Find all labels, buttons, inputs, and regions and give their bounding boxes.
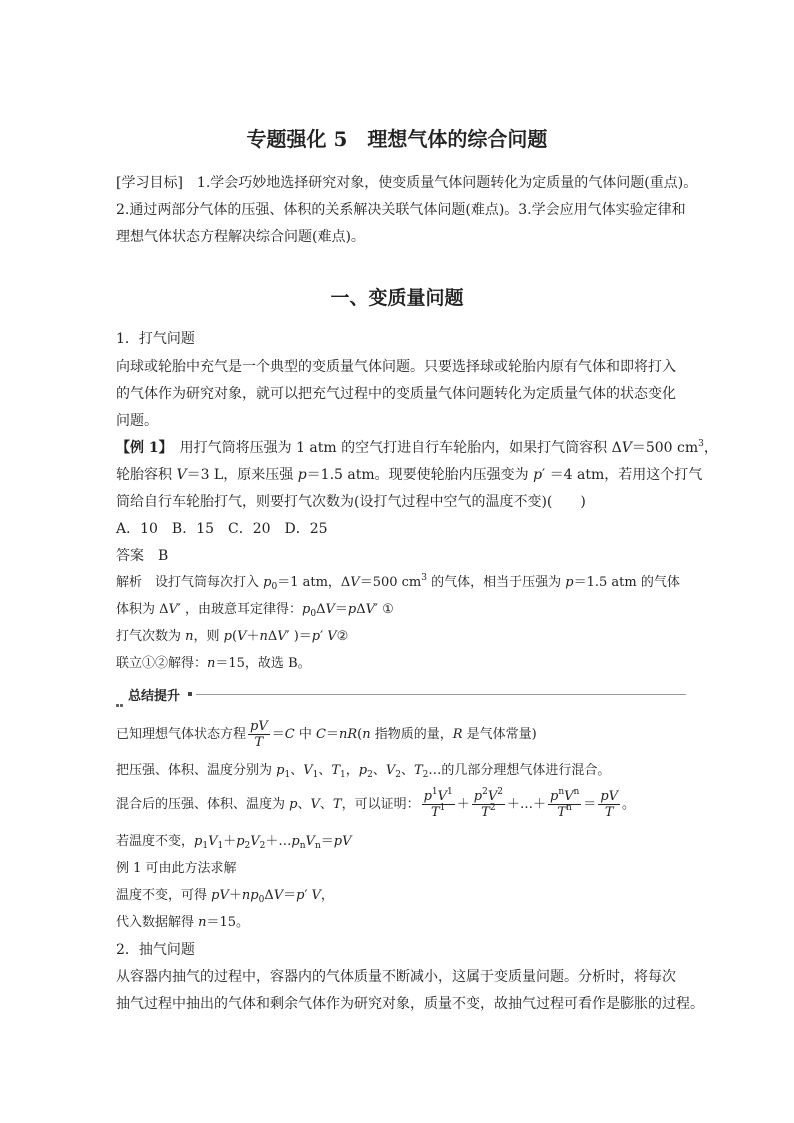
example-label: 【例 1】 [116,440,166,456]
summary-label: 总结提升 [128,689,181,704]
fraction-p2v2-over-t2: $\frac{p^2V^2}{T^2}$ [473,787,503,820]
summary-header [116,687,686,704]
solution-line-3: 打气次数为 n，则 p(V＋nΔV′ )＝p′ V② [116,629,349,644]
subheading-extraction: 2．抽气问题 [116,942,195,958]
dots-icon [116,692,124,696]
fraction-pnvn-over-tn: $\frac{p^nV^n}{T^n}$ [549,787,580,820]
summary-line-2: 把压强、体积、温度分别为 $p_1$、$V_1$、$T_1$，$p_2$、$V_2$、$T_2\dots$的几部分理想气体进行混合。 [116,763,611,780]
objectives-line-3: 理想气体状态方程解决综合问题(难点)。 [116,229,365,245]
example-line-2: 轮胎容积 V＝3 L，原来压强 p＝1.5 atm。现要使轮胎内压强变为 p′ ＝4 atm，若用这个打气 [116,467,703,483]
fraction-pv-over-t-result: $\frac{pV}{T}$ [600,789,619,820]
example-line-1: 【例 1】 用打气筒将压强为 1 atm 的空气打进自行车轮胎内，如果打气筒容积 ΔV＝500 $cm^3$， [116,439,718,456]
section-heading: 一、变质量问题 [330,287,464,309]
fraction-pv-over-t: $\frac{pV}{T}$ [250,719,268,750]
fraction-p1v1-over-t1: $\frac{p^1V^1}{T^1}$ [423,787,453,820]
paragraph-line: 向球或轮胎中充气是一个典型的变质量气体问题。只要选择球或轮胎内原有气体和即将打入 [116,359,676,375]
solution-line-1: 解析 设打气筒每次打入 $p_0=1$ atm，ΔV＝500 $cm^3$ 的气体，相当于压强为 p＝1.5 atm 的气体 [116,573,680,592]
divider [196,694,686,695]
objectives-line-1: [学习目标] 1.学会巧妙地选择研究对象，使变质量气体问题转化为定质量的气体问题(重点)。 [116,175,698,191]
summary-line-7: 代入数据解得 n＝15。 [116,915,250,930]
example-line-3: 筒给自行车轮胎打气，则要打气次数为(设打气过程中空气的温度不变)( ) [116,494,586,510]
paragraph-line: 从容器内抽气的过程中，容器内的气体质量不断减小，这属于变质量问题。分析时，将每次 [116,969,676,985]
summary-line-1: 已知理想气体状态方程 $\frac{pV}{T}$ ＝C 中 C＝nR(n 指物质的量，R 是气体常量) [116,719,537,750]
answer-options: A．10 B．15 C．20 D．25 [116,521,328,537]
subheading-pumping: 1．打气问题 [116,331,195,347]
summary-line-6: 温度不变，可得 $pV+np_0\Delta V=p'$ V， [116,888,334,905]
page-title: 专题强化 5 理想气体的综合问题 [246,127,548,151]
objectives-line-2: 2.通过两部分气体的压强、体积的关系解决关联气体问题(难点)。3.学会应用气体实验定律和 [116,202,686,218]
summary-line-5: 例 1 可由此方法求解 [116,861,237,876]
summary-line-3: 混合后的压强、体积、温度为 p、V、T，可以证明： $\frac{p^1V^1}{T^1}$ ＋ $\frac{p^2V^2}{T^2}$ ＋…＋ $\frac{p^nV^n}{T^n}$ ＝ $\frac{pV}{T}$ 。 [116,787,636,820]
answer: 答案 B [116,548,169,564]
solution-line-2: 体积为 ΔV′ ，由玻意耳定律得：$p_0\Delta V=p\Delta V'$ ① [116,602,394,619]
summary-line-4: 若温度不变，$p_1V_1+p_2V_2+\dots p_nV_n=pV$ [116,834,352,851]
solution-line-4: 联立①②解得：n＝15，故选 B。 [116,656,311,671]
square-bullet-icon [188,692,192,696]
paragraph-line: 抽气过程中抽出的气体和剩余气体作为研究对象，质量不变，故抽气过程可看作是膨胀的过程。 [116,996,704,1012]
paragraph-line: 问题。 [116,413,158,429]
paragraph-line: 的气体作为研究对象，就可以把充气过程中的变质量气体问题转化为定质量气体的状态变化 [116,386,676,402]
